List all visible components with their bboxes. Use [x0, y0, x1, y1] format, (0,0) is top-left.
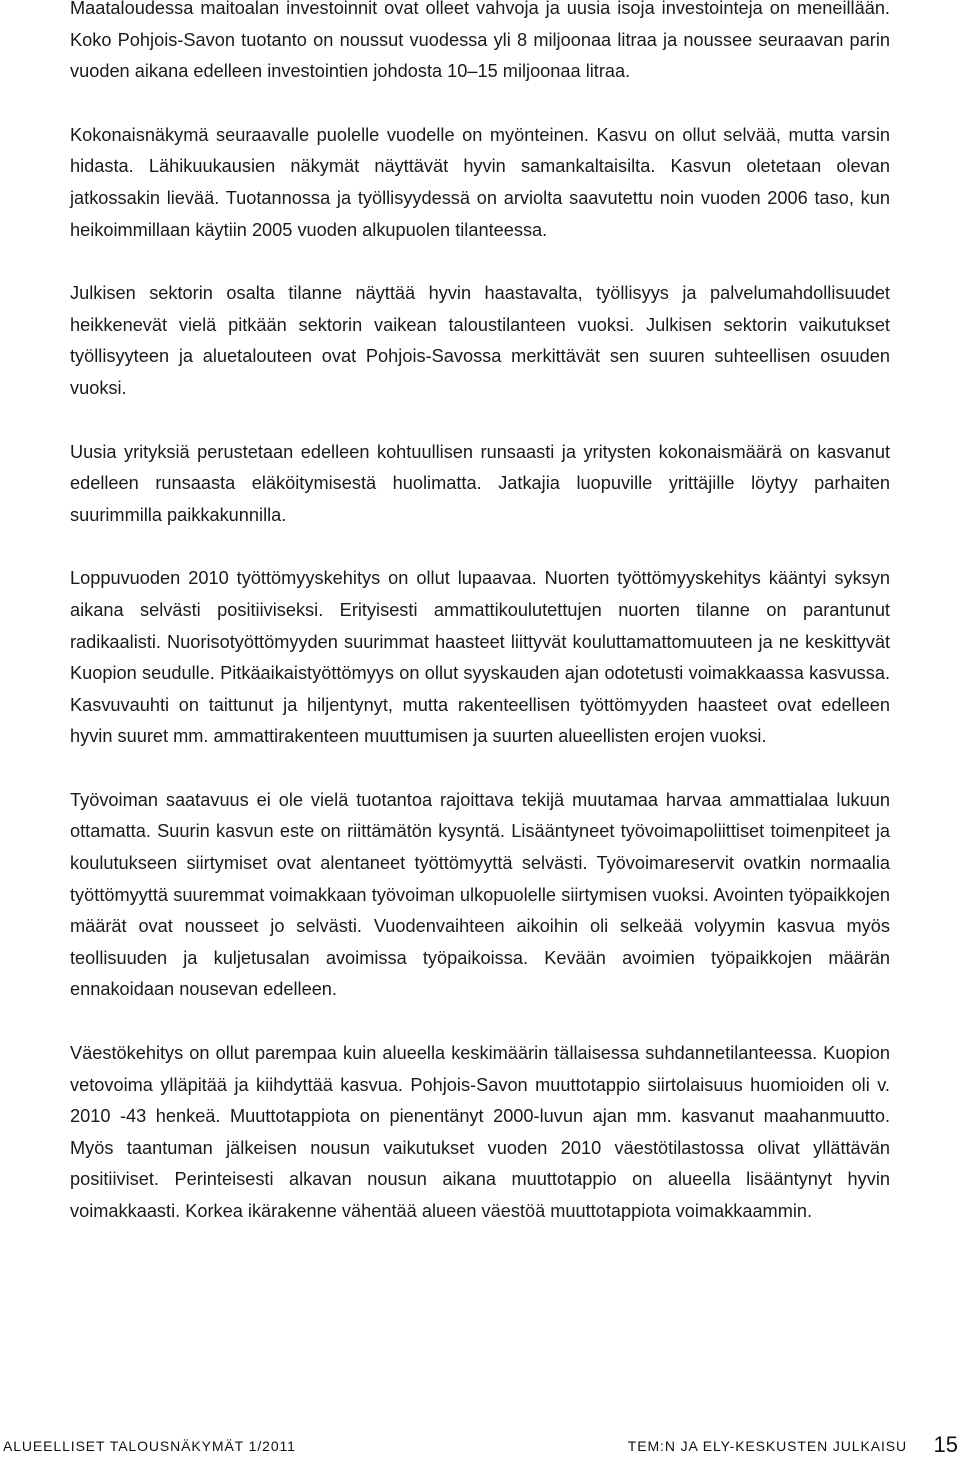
paragraph-unemployment: Loppuvuoden 2010 työttömyyskehitys on ollut lupaavaa. Nuorten työttömyyskehitys kääntyi syksyn aikana selvästi positiiviseksi. Erityisesti ammattikoulutettujen nuorten tilanne on parantunut radikaalisti. Nuorisotyöttömyyden suurimmat haasteet liittyvät kouluttamattomuuteen ja ne keskittyvät Kuopion seudulle. Pitkäaikaistyöttömyys on ollut syyskauden ajan odotetusti voimakkaassa kasvussa. Kasvuvauhti on taittunut ja hiljentynyt, mutta rakenteellisen työttömyyden haasteet ovat edelleen hyvin suuret mm. ammattirakenteen muuttumisen ja suurten alueellisten erojen vuoksi. [70, 568, 890, 747]
paragraph-public-sector: Julkisen sektorin osalta tilanne näyttää hyvin haastavalta, työllisyys ja palvelumahdollisuudet heikkenevät vielä pitkään sektorin vaikean taloustilanteen vuoksi. Julkisen sektorin vaikutukset työllisyyteen ja aluetalouteen ovat Pohjois-Savossa merkittävät sen suuren suhteellisen osuuden vuoksi. [70, 283, 890, 398]
footer-publisher: TEM:N JA ELY-KESKUSTEN JULKAISU [627, 1438, 907, 1454]
document-body [70, 0, 890, 1260]
paragraph-labour-availability: Työvoiman saatavuus ei ole vielä tuotantoa rajoittava tekijä muutamaa harvaa ammattialaa lukuun ottamatta. Suurin kasvun este on riittämätön kysyntä. Lisääntyneet työvoimapoliittiset toimenpiteet ja koulutukseen siirtymiset ovat alentaneet työttömyyttä selvästi. Työvoimareservit ovatkin normaalia työttömyyttä suuremmat voimakkaan työvoiman ulkopuolelle siirtymisen vuoksi. Avointen työpaikkojen määrät ovat nousseet jo selvästi. Vuodenvaihteen aikoihin oli selkeää volyymin kasvua myös teollisuuden ja kuljetusalan avoimissa työpaikoissa. Kevään avoimien työpaikkojen määrän ennakoidaan nousevan edelleen. [70, 789, 890, 1000]
paragraph-dairy-investments: Maataloudessa maitoalan investoinnit ovat olleet vahvoja ja uusia isoja investointeja on meneillään. Koko Pohjois-Savon tuotanto on noussut vuodessa yli 8 miljoonaa litraa ja noussee seuraavan parin vuoden aikana edelleen investointien johdosta 10–15 miljoonaa litraa. [70, 0, 890, 82]
paragraph-new-companies: Uusia yrityksiä perustetaan edelleen kohtuullisen runsaasti ja yritysten kokonaismäärä on kasvanut edelleen runsaasta eläköitymisestä huolimatta. Jatkajia luopuville yrittäjille löytyy parhaiten suurimmilla paikkakunnilla. [70, 441, 890, 525]
page-footer [0, 1434, 960, 1458]
paragraph-overall-outlook: Kokonaisnäkymä seuraavalle puolelle vuodelle on myönteinen. Kasvu on ollut selvää, mutta varsin hidasta. Lähikuukausien näkymät näyttävät hyvin samankaltaisilta. Kasvun oletetaan olevan jatkossakin lievää. Tuotannossa ja työllisyydessä on arviolta saavutettu noin vuoden 2006 taso, kun heikoimmillaan käytiin 2005 vuoden alkupuolen tilanteessa. [70, 124, 890, 240]
page-number: 15 [933, 1432, 958, 1457]
paragraph-population: Väestökehitys on ollut parempaa kuin alueella keskimäärin tällaisessa suhdannetilanteessa. Kuopion vetovoima ylläpitää ja kiihdyttää kasvua. Pohjois-Savon muuttotappio siirtolaisuus huomioiden oli v. 2010 -43 henkeä. Muuttotappiota on pienentänyt 2000-luvun ajan mm. kasvanut maahanmuutto. Myös taantuman jälkeisen nousun vaikutukset vuoden 2010 väestötilastossa olivat yllättävän positiiviset. Perinteisesti alkavan nousun aikana muuttotappio on alueella lisääntynyt hyvin voimakkaasti. Korkea ikärakenne vähentää alueen väestöä muuttotappiota voimakkaammin. [70, 1043, 890, 1221]
footer-publication-title: ALUEELLISET TALOUSNÄKYMÄT 1/2011 [3, 1438, 296, 1454]
